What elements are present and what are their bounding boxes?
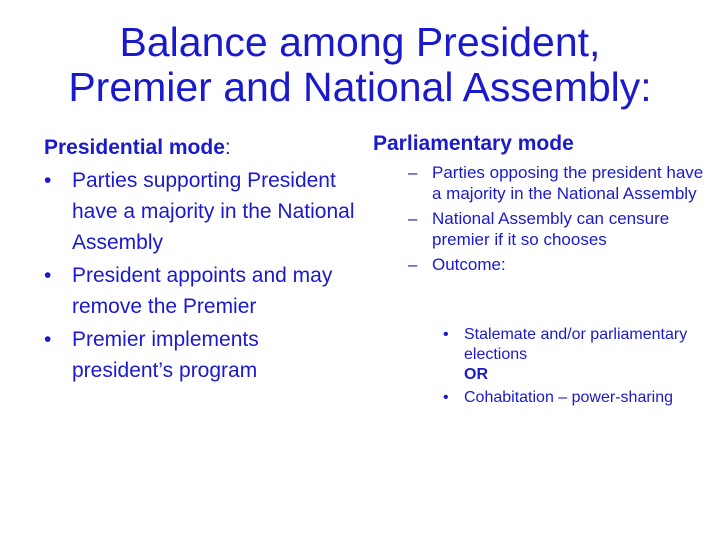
slide-title (20, 20, 700, 110)
list-item (44, 165, 364, 258)
bullet-icon: • (44, 328, 52, 351)
bullet-icon: • (443, 326, 449, 343)
list-item (408, 208, 708, 250)
list-item-text: President appoints and may remove the Premier (72, 264, 333, 318)
title-line-2: Premier and National Assembly: (68, 64, 652, 110)
list-item-text: Cohabitation – power-sharing (464, 389, 674, 406)
list-item-text: Parties supporting President have a majority in the National Assembly (72, 169, 355, 254)
bullet-icon: • (44, 169, 52, 192)
outcome-list (443, 325, 688, 411)
list-item (408, 162, 708, 204)
parliamentary-mode-heading: Parliamentary mode (373, 132, 574, 155)
dash-icon: – (408, 255, 418, 274)
list-item (408, 254, 708, 275)
list-item (44, 260, 364, 322)
title-line-1: Balance among President, (119, 19, 601, 65)
list-item-text: National Assembly can censure premier if it so chooses (432, 209, 670, 249)
list-item-text: Premier implements president’s program (72, 328, 259, 382)
list-item (443, 388, 688, 408)
or-emphasis: OR (464, 366, 488, 383)
presidential-mode-heading-colon: : (224, 136, 231, 159)
list-item (443, 325, 688, 385)
bullet-icon: • (443, 389, 449, 406)
list-item-text: Stalemate and/or parliamentary elections (464, 326, 688, 363)
presidential-mode-list (44, 165, 364, 388)
dash-icon: – (408, 209, 418, 228)
list-item-text: Outcome: (432, 255, 506, 274)
presidential-mode-heading-text: Presidential mode (44, 136, 225, 159)
parliamentary-mode-list (408, 162, 708, 279)
presidential-mode-heading (44, 134, 231, 162)
dash-icon: – (408, 163, 418, 182)
list-item-text: Parties opposing the president have a majority in the National Assembly (432, 163, 704, 203)
bullet-icon: • (44, 264, 52, 287)
list-item (44, 324, 364, 386)
